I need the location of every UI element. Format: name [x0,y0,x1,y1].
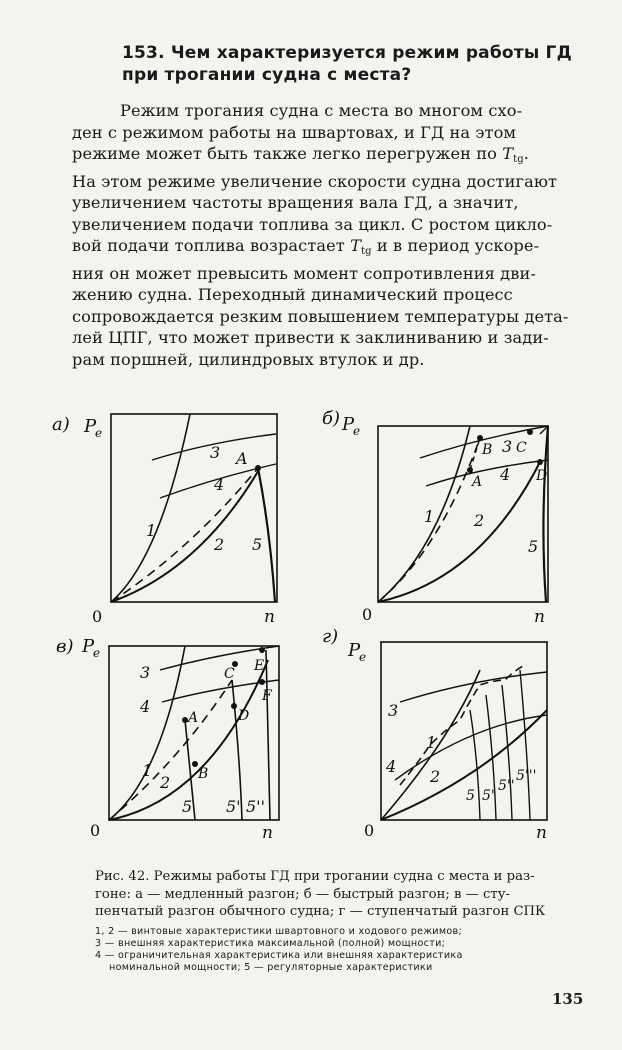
symbol-T: T [502,144,514,163]
para-line: увеличением частоты вращения вала ГД, а значит, [72,193,519,212]
curve-label: 1 [142,761,153,780]
figure-legend [95,926,565,974]
point-label: D [536,468,548,484]
point-E [259,647,265,653]
curve-5pp [502,685,512,820]
point-label: A [472,474,483,490]
y-axis-label: P [84,416,97,437]
curve-label: 4 [140,697,151,716]
origin-label: 0 [362,605,373,624]
answer-paragraph [72,100,580,370]
curve-2 [111,468,263,602]
axes-frame [111,414,277,602]
curve-label: 5' [226,797,241,816]
panel-tag: б) [322,408,341,429]
point-F [259,679,265,685]
para-line: жению судна. Переходный динамический процесс [72,285,513,304]
curve-label: 1 [424,507,435,526]
curve-label: 2 [214,535,225,554]
point-A [255,465,261,471]
para-line: Режим трогания судна с места во многом схо- [120,101,523,120]
point-A [467,467,473,473]
para-line: рам поршней, цилиндровых втулок и др. [72,349,425,369]
figure-42 [0,380,622,860]
curve-label: 5 [182,797,193,816]
curve-label: 4 [214,475,225,494]
y-axis-sub: e [93,646,101,660]
curve-label: 5'' [498,778,515,794]
caption-line: Рис. 42. Режимы работы ГД при трогании судна с места и раз- [95,869,535,884]
question-heading [122,42,582,86]
origin-label: 0 [364,821,375,840]
x-axis-label: n [262,823,273,843]
curve-2 [378,462,540,602]
legend-line: 3 — внешняя характеристика максимальной (полной) мощности; [95,938,446,949]
panel-c [56,636,279,843]
panel-d [322,626,547,843]
curve-2 [381,710,547,820]
dashed-path [111,468,258,602]
caption-line: пенчатый разгон обычного судна; г — ступенчатый разгон СПК [95,904,546,919]
point-label: D [238,708,250,724]
para-line: увеличением подачи топлива за цикл. С ростом цикло- [72,214,553,234]
y-axis-label: P [348,640,361,661]
point-label: B [198,766,209,782]
para-line: вой подачи топлива возрастает $T_{tg}$ и в период ускоре- [72,236,540,257]
panel-a [52,414,277,627]
point-label: C [224,666,235,682]
para-line: На этом режиме увеличение скорости судна достигают [72,171,558,191]
figure-caption [95,868,565,921]
curve-label: 3 [140,663,151,682]
symbol-T: T [350,236,362,255]
curve-label: 2 [474,511,485,530]
point-label: B [482,442,493,458]
page-number: 135 [552,990,584,1008]
y-axis-sub: e [95,426,103,440]
curve-label: 3 [388,701,399,720]
point-label: F [262,688,272,704]
curve-label: 5' [482,788,495,804]
point-label: E [254,658,265,674]
point-label: A [236,449,248,468]
panel-tag: г) [322,626,339,647]
panel-b [322,408,548,627]
panel-tag: в) [56,636,74,657]
curve-label: 4 [500,465,511,484]
point-C [527,429,533,435]
para-line: сопровождается резким повышением температуры дета- [72,306,569,326]
legend-line: 1, 2 — винтовые характеристики швартовного и ходового режимов; [95,926,463,937]
y-axis-label: P [82,636,95,657]
curve-label: 5 [466,788,475,804]
legend-line: номинальной мощности; 5 — регуляторные характеристики [109,962,433,973]
curve-label: 5'' [246,797,265,816]
x-axis-label: n [264,607,275,627]
curve-label: 2 [430,767,441,786]
curve-5ppp [520,670,530,820]
heading-line: 153. Чем характеризуется режим работы ГД [122,43,572,63]
point-B [477,435,483,441]
x-axis-label: n [536,823,547,843]
origin-label: 0 [92,607,103,626]
y-axis-sub: e [353,424,361,438]
axes-frame [381,642,547,820]
curve-label: 5 [252,535,263,554]
curve-5pp [266,650,270,820]
heading-line: при трогании судна с места? [122,65,412,85]
point-D [537,459,543,465]
para-line: ния он может превысить момент сопротивления дви- [72,263,536,283]
curve-label: 2 [160,773,171,792]
origin-label: 0 [90,821,101,840]
para-line: режиме может быть также легко перегружен по $T_{tg}$. [72,144,530,165]
dashed-path [109,680,232,820]
curve-label: 1 [426,733,437,752]
curve-label: 3 [210,443,221,462]
curve-3 [400,672,547,702]
y-axis-label: P [342,414,355,435]
symbol-sub: tg [513,154,524,165]
symbol-sub: tg [361,246,372,257]
point-label: A [188,710,199,726]
curve-label: 3 [502,437,513,456]
point-label: C [516,440,527,456]
y-axis-sub: e [359,650,367,664]
x-axis-label: n [534,607,545,627]
curve-label: 5''' [516,768,537,784]
curve-label: 5 [528,537,539,556]
caption-line: гоне: а — медленный разгон; б — быстрый разгон; в — сту- [95,886,510,902]
legend-line: 4 — ограничительная характеристика или внешняя характеристика [95,950,463,961]
point-D [231,703,237,709]
curve-label: 4 [386,757,397,776]
para-line: ден с режимом работы на швартовах, и ГД на этом [72,122,517,142]
para-line: лей ЦПГ, что может привести к заклиниванию и зади- [72,328,549,347]
panel-tag: а) [52,414,70,435]
curve-label: 1 [146,521,157,540]
